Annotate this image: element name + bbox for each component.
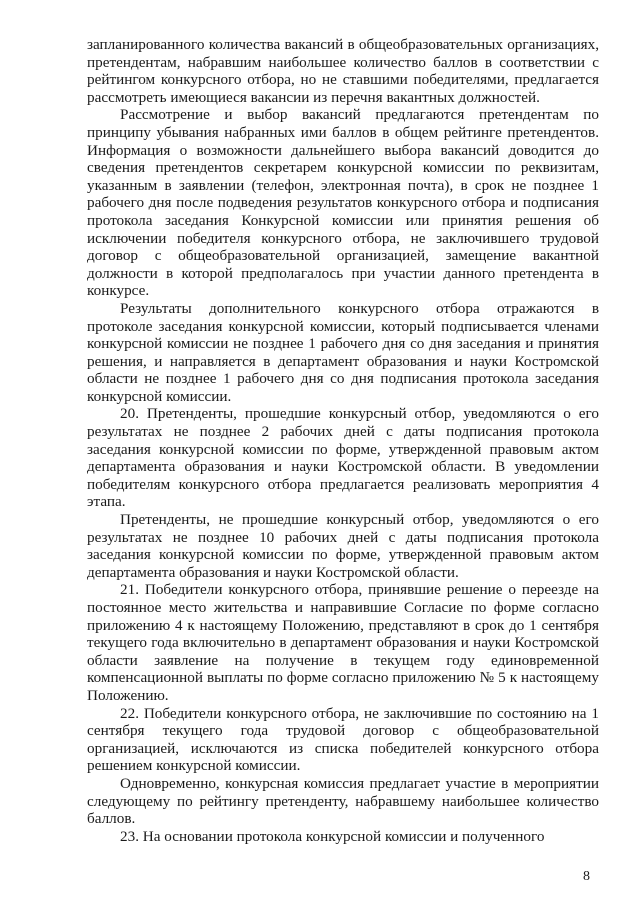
paragraph-additional-selection-results: Результаты дополнительного конкурсного отбора отражаются в протоколе заседания конкурсной комиссии, который подписывается членами конкурсной комиссии не позднее 1 рабочего дня со дня заседания и принятия решения, и направляется в департамент образования и науки Костромской области не позднее 1 рабочего дня со дня подписания протокола заседания конкурсной комиссии. (87, 299, 599, 405)
paragraph-next-candidate: Одновременно, конкурсная комиссия предлагает участие в мероприятии следующему по рейтингу претенденту, набравшему наибольшее количество баллов. (87, 774, 599, 828)
paragraph-continuation: запланированного количества вакансий в общеобразовательных организациях, претендентам, набравшим наибольшее количество баллов в соответствии с рейтингом конкурсного отбора, но не ставшими победителями, предлагается рассмотреть имеющиеся вакансии из перечня вакантных должностей. (87, 36, 599, 106)
page-number: 8 (583, 869, 590, 884)
paragraph-clause-20: 20. Претенденты, прошедшие конкурсный отбор, уведомляются о его результатах не позднее 2 рабочих дней с даты подписания протокола заседания конкурсной комиссии по форме, утвержденной правовым актом департамента образования и науки Костромской области. В уведомлении победителям конкурсного отбора предлагается реализовать мероприятия 4 этапа. (87, 405, 599, 511)
document-body (87, 36, 599, 845)
paragraph-clause-22: 22. Победители конкурсного отбора, не заключившие по состоянию на 1 сентября текущего года трудовой договор с общеобразовательной организацией, исключаются из списка победителей конкурсного отбора решением конкурсной комиссии. (87, 704, 599, 775)
paragraph-clause-23: 23. На основании протокола конкурсной комиссии и полученного (120, 827, 545, 845)
paragraph-not-passed-notification: Претенденты, не прошедшие конкурсный отбор, уведомляются о его результатах не позднее 10 рабочих дней с даты подписания протокола заседания конкурсной комиссии по форме, утвержденной правовым актом департамента образования и науки Костромской области. (87, 511, 599, 581)
paragraph-clause-21: 21. Победители конкурсного отбора, принявшие решение о переезде на постоянное место жительства и направившие Согласие по форме согласно приложению 4 к настоящему Положению, представляют в срок до 1 сентября текущего года включительно в департамент образования и науки Костромской области заявление на получение в текущем году единовременной компенсационной выплаты по форме согласно приложению № 5 к настоящему Положению. (87, 581, 599, 704)
paragraph-vacancy-selection: Рассмотрение и выбор вакансий предлагаются претендентам по принципу убывания набранных ими баллов в общем рейтинге претендентов. Информация о возможности дальнейшего выбора вакансий доводится до сведения претендентов секретарем конкурсной комиссии по реквизитам, указанным в заявлении (телефон, электронная почта), в срок не позднее 1 рабочего дня после подведения результатов конкурсного отбора и подписания протокола заседания Конкурсной комиссии или принятия решения об исключении победителя конкурсного отбора, не заключившего трудовой договор с общеобразовательной организацией, замещение вакантной должности в которой предполагалось при участии данного претендента в конкурсе. (87, 106, 599, 300)
